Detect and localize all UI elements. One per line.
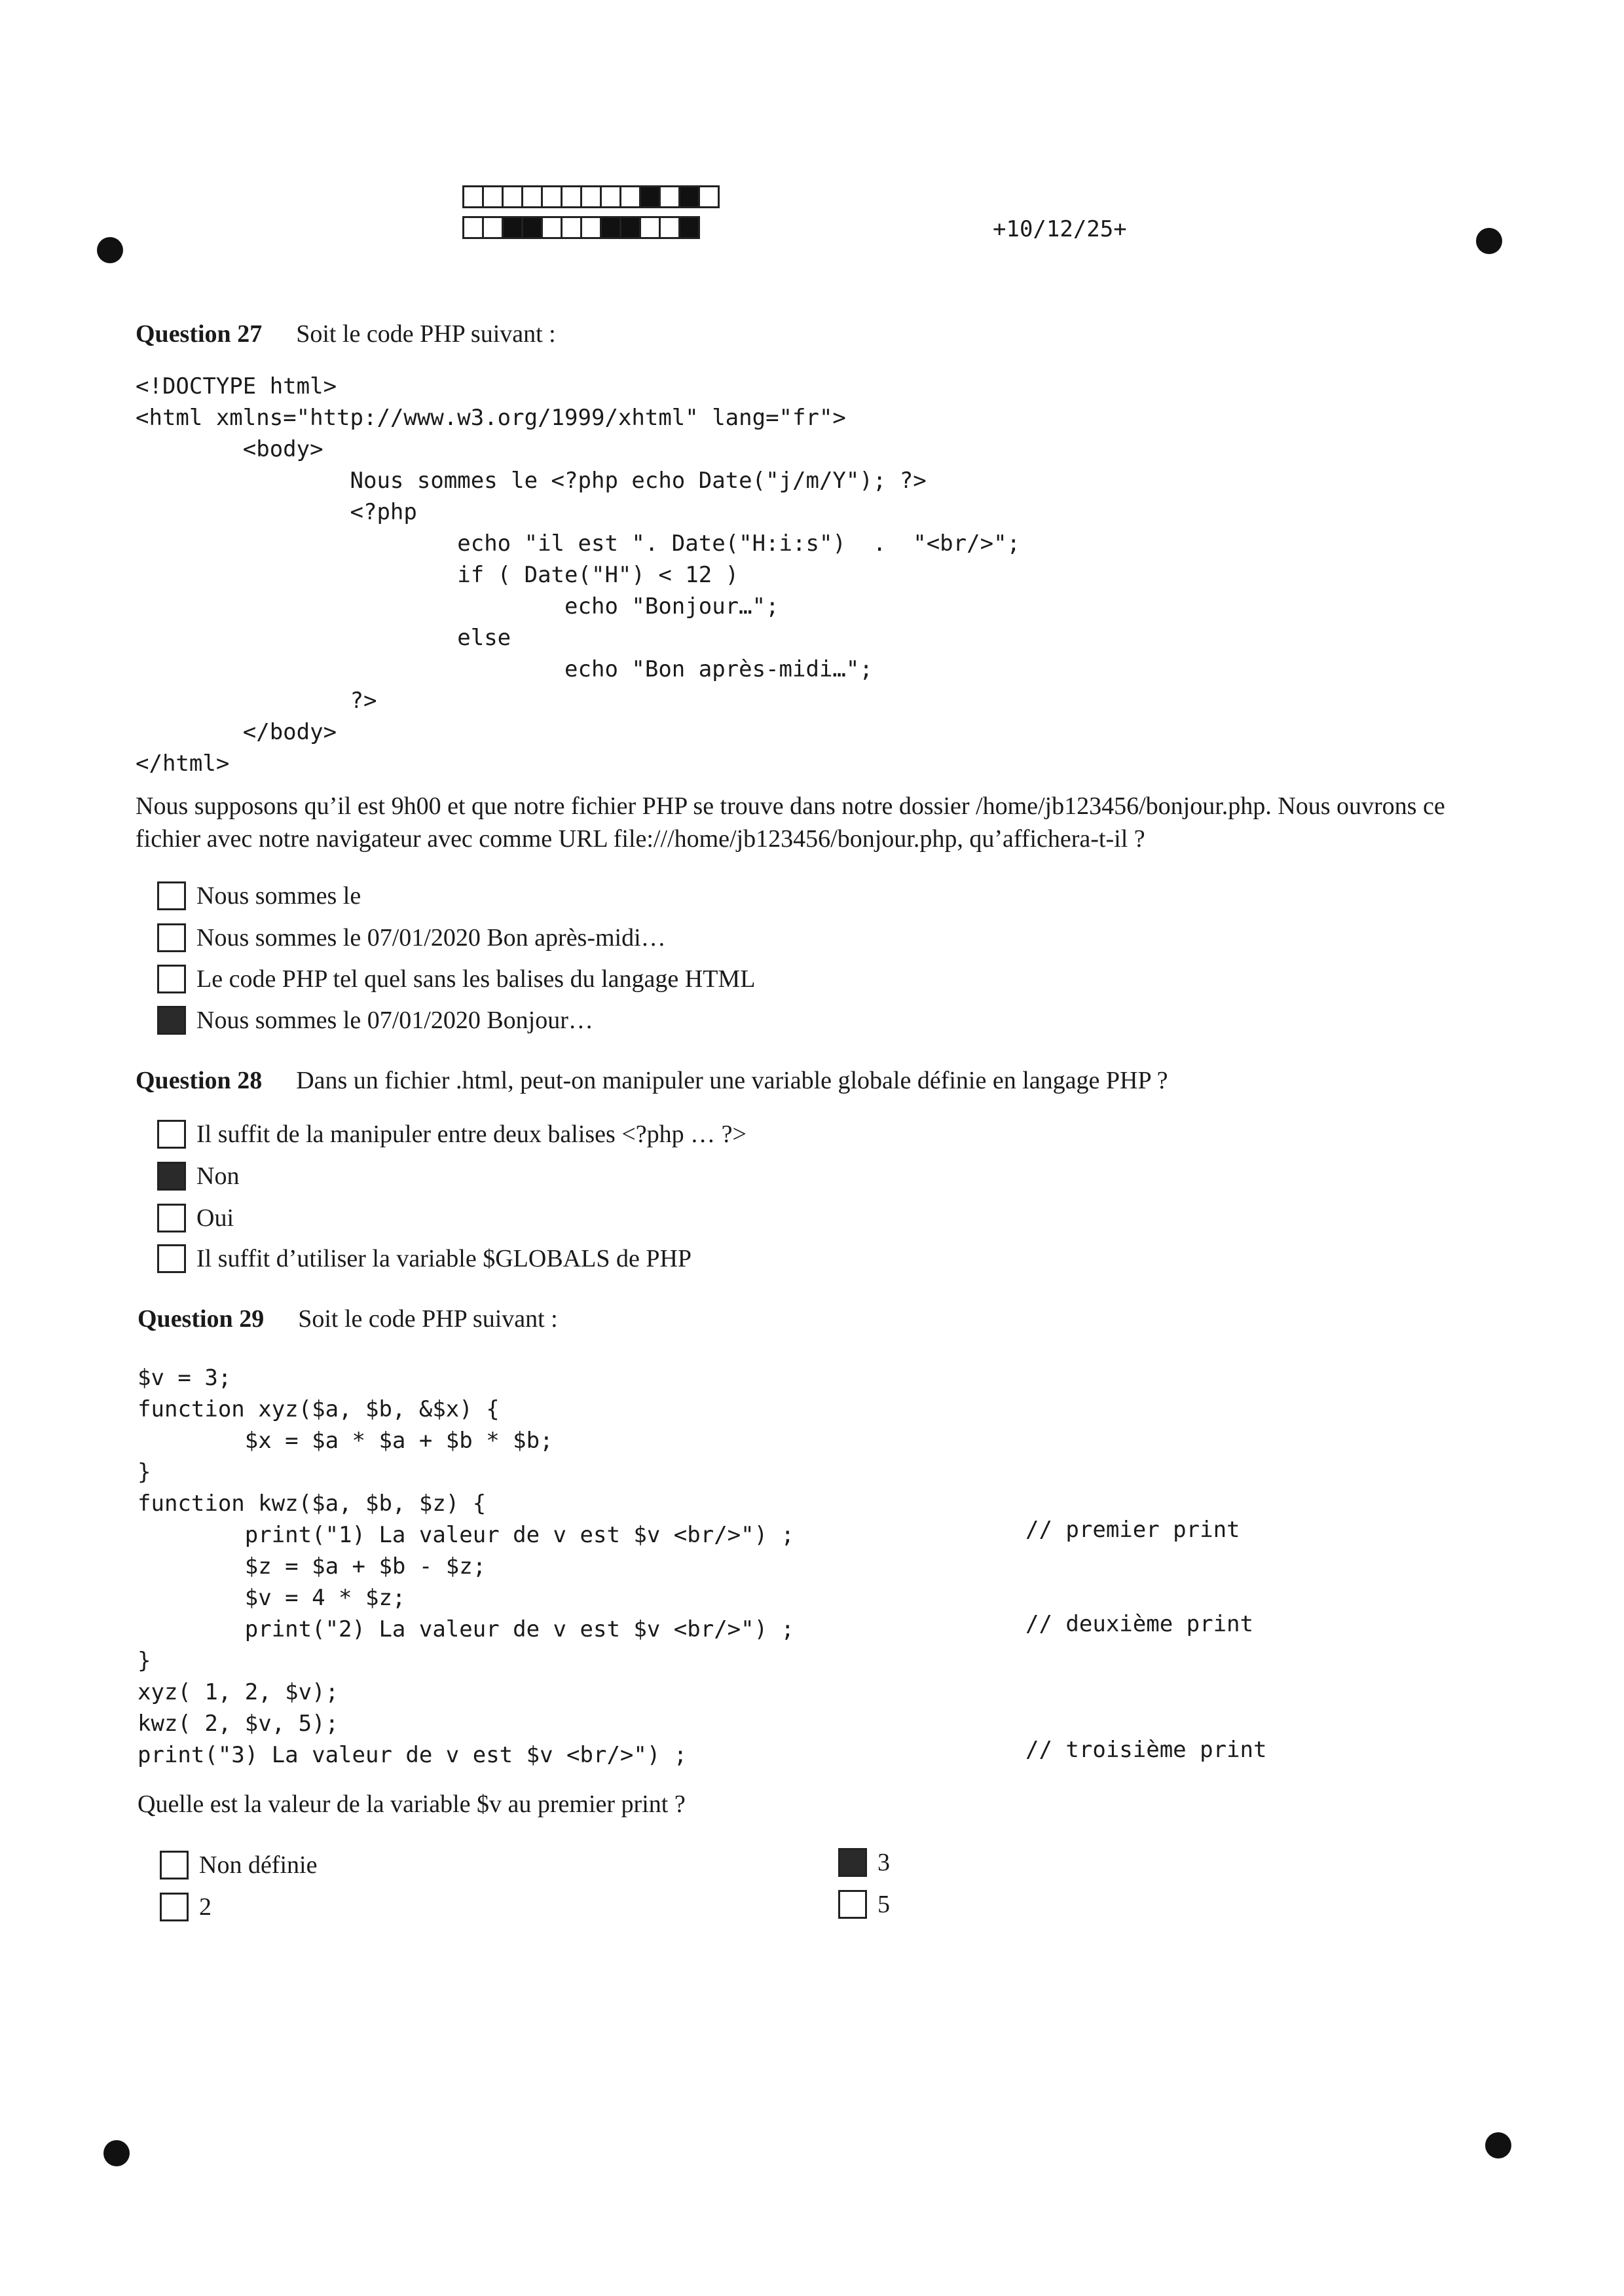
barcode-cell bbox=[541, 216, 563, 239]
barcode-cell bbox=[639, 185, 661, 208]
barcode-cell bbox=[580, 185, 602, 208]
barcode-cell bbox=[521, 185, 543, 208]
checkbox[interactable] bbox=[157, 881, 186, 910]
barcode-cell bbox=[561, 216, 582, 239]
checkbox[interactable] bbox=[157, 1204, 186, 1232]
q29-choice-1[interactable] bbox=[160, 1851, 317, 1879]
registration-mark-top-right bbox=[1476, 228, 1502, 254]
question-29-label: Question 29 bbox=[138, 1305, 265, 1333]
barcode-cell bbox=[462, 216, 484, 239]
question-27-label: Question 27 bbox=[136, 320, 263, 348]
checkbox[interactable] bbox=[157, 965, 186, 993]
barcode-cell bbox=[462, 185, 484, 208]
question-29-code: $v = 3; function xyz($a, $b, &$x) { $x = $a * $a + $b * $b; } function kwz($a, $b, $z) { print("1) La valeur de v est $v <br/>") ; $z = $a + $b - $z; $v = 4 * $z; print("2) La valeur de v est $v <br/>") ; } xyz( 1, 2, $v); kwz( 2, $v, 5); print("3) La valeur de v est $v <br/>") ; bbox=[138, 1365, 795, 1768]
choice-label: 3 bbox=[877, 1849, 890, 1876]
q29-choice-2[interactable] bbox=[160, 1893, 212, 1921]
barcode-cell bbox=[482, 216, 504, 239]
barcode-cell bbox=[521, 216, 543, 239]
checkbox[interactable] bbox=[157, 923, 186, 952]
barcode-cell bbox=[619, 185, 641, 208]
checkbox[interactable] bbox=[160, 1851, 189, 1879]
barcode-cell bbox=[678, 185, 700, 208]
checkbox[interactable] bbox=[838, 1890, 867, 1919]
choice-label: Il suffit d’utiliser la variable $GLOBALS de PHP bbox=[196, 1245, 692, 1272]
checkbox-checked[interactable] bbox=[157, 1006, 186, 1035]
registration-mark-top-left bbox=[97, 237, 123, 263]
q27-choice-1[interactable] bbox=[157, 881, 361, 910]
barcode-cell bbox=[678, 216, 700, 239]
barcode-cell bbox=[580, 216, 602, 239]
question-29-prompt: Quelle est la valeur de la variable $v au premier print ? bbox=[138, 1790, 686, 1818]
choice-label: Non définie bbox=[199, 1851, 318, 1879]
choice-label: Nous sommes le 07/01/2020 Bonjour… bbox=[196, 1007, 593, 1034]
q28-choice-1[interactable] bbox=[157, 1120, 747, 1149]
barcode-cell bbox=[541, 185, 563, 208]
barcode-cell bbox=[639, 216, 661, 239]
question-29-header bbox=[138, 1305, 558, 1333]
q27-choice-3[interactable] bbox=[157, 965, 755, 993]
choice-label: Oui bbox=[196, 1204, 234, 1232]
barcode-cell bbox=[561, 185, 582, 208]
comment-troisieme-print: // troisième print bbox=[1025, 1737, 1267, 1763]
q29-choice-3[interactable] bbox=[838, 1848, 890, 1877]
question-27-prompt: Nous supposons qu’il est 9h00 et que notre fichier PHP se trouve dans notre dossier /home/jb123456/bonjour.php. Nous ouvrons ce fichier avec notre navigateur avec comme URL file:///home/jb123456/bonjour.php, qu’affichera-t-il ? bbox=[136, 792, 1445, 853]
registration-mark-bottom-left bbox=[103, 2140, 130, 2166]
choice-label: 2 bbox=[199, 1893, 212, 1921]
q29-choice-4[interactable] bbox=[838, 1890, 890, 1919]
checkbox-checked[interactable] bbox=[157, 1162, 186, 1191]
question-28-header bbox=[136, 1066, 1168, 1095]
q27-choice-4[interactable] bbox=[157, 1006, 593, 1035]
choice-label: 5 bbox=[877, 1891, 890, 1918]
question-27-header bbox=[136, 320, 556, 348]
choice-label: Le code PHP tel quel sans les balises du langage HTML bbox=[196, 965, 756, 993]
barcode-cell bbox=[600, 216, 621, 239]
barcode-row-2 bbox=[462, 216, 698, 239]
q27-choice-2[interactable] bbox=[157, 923, 666, 952]
choice-label: Non bbox=[196, 1162, 240, 1190]
question-28-label: Question 28 bbox=[136, 1067, 263, 1094]
registration-mark-bottom-right bbox=[1485, 2132, 1511, 2158]
barcode-cell bbox=[698, 185, 720, 208]
page-id: +10/12/25+ bbox=[993, 216, 1127, 242]
checkbox[interactable] bbox=[157, 1120, 186, 1149]
checkbox[interactable] bbox=[157, 1244, 186, 1273]
barcode-row-1 bbox=[462, 185, 718, 208]
barcode-cell bbox=[502, 185, 523, 208]
comment-premier-print: // premier print bbox=[1025, 1517, 1240, 1543]
choice-label: Il suffit de la manipuler entre deux balises <?php … ?> bbox=[196, 1120, 747, 1148]
question-28-intro: Dans un fichier .html, peut-on manipuler une variable globale définie en langage PHP ? bbox=[296, 1067, 1168, 1094]
question-27-intro: Soit le code PHP suivant : bbox=[296, 320, 556, 348]
barcode-cell bbox=[659, 216, 680, 239]
barcode-cell bbox=[482, 185, 504, 208]
barcode-cell bbox=[600, 185, 621, 208]
choice-label: Nous sommes le 07/01/2020 Bon après-midi… bbox=[196, 924, 666, 952]
barcode-cell bbox=[659, 185, 680, 208]
question-29-intro: Soit le code PHP suivant : bbox=[298, 1305, 558, 1333]
question-27-code: <!DOCTYPE html> <html xmlns="http://www.w3.org/1999/xhtml" lang="fr"> <body> Nous sommes le <?php echo Date("j/m/Y"); ?> <?php echo "il est ". Date("H:i:s") . "<br/>"; if ( Date("H") < 12 ) echo "Bonjour…"; else echo "Bon après-midi…"; ?> </body> </html> bbox=[136, 373, 1021, 777]
comment-deuxieme-print: // deuxième print bbox=[1025, 1611, 1253, 1637]
q28-choice-2[interactable] bbox=[157, 1162, 239, 1191]
barcode-cell bbox=[619, 216, 641, 239]
checkbox-checked[interactable] bbox=[838, 1848, 867, 1877]
checkbox[interactable] bbox=[160, 1893, 189, 1921]
q28-choice-4[interactable] bbox=[157, 1244, 692, 1273]
q28-choice-3[interactable] bbox=[157, 1204, 234, 1232]
barcode-cell bbox=[502, 216, 523, 239]
choice-label: Nous sommes le bbox=[196, 882, 361, 910]
